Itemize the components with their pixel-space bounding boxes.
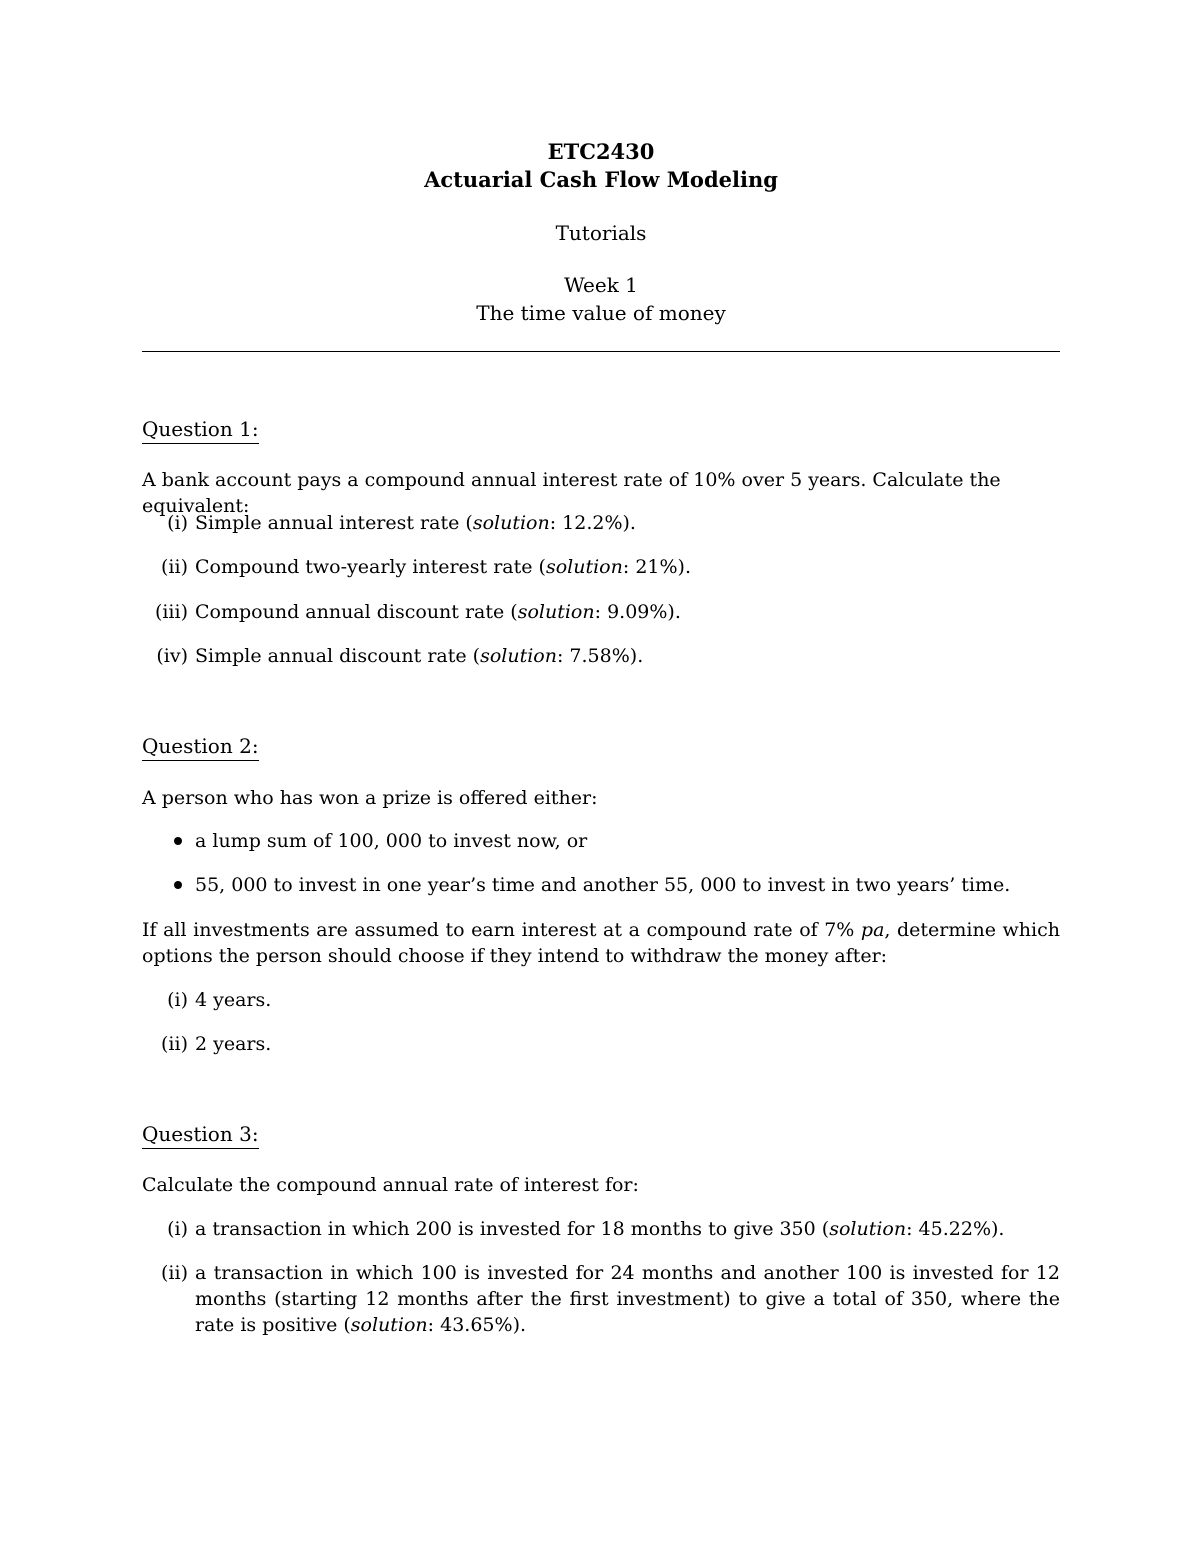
week-label: Week 1 (564, 273, 638, 297)
item-text: Simple annual discount rate (195, 645, 467, 667)
item-label: (ii) (161, 1033, 188, 1055)
solution-value: 45.22% (918, 1218, 991, 1240)
solution-word: solution (480, 645, 557, 667)
question-3-title: Question 3: (142, 1121, 259, 1149)
solution-word: solution (829, 1218, 907, 1240)
bullet-icon (174, 837, 182, 845)
question-2-title: Question 2: (142, 733, 259, 761)
item-label: (ii) (161, 556, 188, 578)
item-text: Compound annual discount rate (195, 601, 505, 623)
item-text: 2 years. (195, 1033, 272, 1055)
solution-value: 21% (635, 556, 678, 578)
item-label: (i) (167, 1218, 188, 1240)
question-3-intro: Calculate the compound annual rate of interest for: (142, 1174, 639, 1196)
question-2-paragraph: If all investments are assumed to earn interest at a compound rate of 7% pa, determine which options the person should choose if they intend to withdraw the money after: (142, 919, 1060, 967)
question-1-intro: A bank account pays a compound annual interest rate of 10% over 5 years. Calculate the equivalent: (142, 469, 1001, 517)
question-1-title: Question 1: (142, 416, 259, 444)
item-text: a transaction in which 200 is invested for 18 months to give 350 (195, 1218, 816, 1240)
item-label: (i) (167, 512, 188, 534)
item-text: Compound two-yearly interest rate (195, 556, 533, 578)
document-subtitle: Tutorials (555, 221, 647, 245)
document-header (142, 138, 1060, 327)
item-label: (iv) (156, 645, 188, 667)
item-text: 4 years. (195, 989, 272, 1011)
solution-word: solution (517, 601, 595, 623)
option-text: 55, 000 to invest in one year’s time and another 55, 000 to invest in two years’ time. (195, 874, 1011, 896)
solution-value: 43.65% (440, 1314, 513, 1336)
item-label: (ii) (161, 1262, 188, 1284)
week-topic: The time value of money (476, 301, 726, 325)
solution-word: solution (350, 1314, 428, 1336)
solution-value: 7.58% (569, 645, 630, 667)
solution-value: 9.09% (607, 601, 668, 623)
item-label: (iii) (154, 601, 188, 623)
item-text: a transaction in which 100 is invested for 24 months and another 100 is invested for 12 months (starting 12 months after the first investment) to give a total of 350, where the rate is positive (195, 1262, 1060, 1336)
item-text: Simple annual interest rate (195, 512, 460, 534)
item-label: (i) (167, 989, 188, 1011)
course-title: Actuarial Cash Flow Modeling (424, 167, 778, 192)
solution-word: solution (472, 512, 550, 534)
option-text: a lump sum of 100, 000 to invest now, or (195, 830, 588, 852)
bullet-icon (174, 881, 182, 889)
solution-word: solution (545, 556, 623, 578)
solution-value: 12.2% (562, 512, 623, 534)
pa-abbreviation: pa (860, 919, 885, 941)
question-2-intro: A person who has won a prize is offered either: (142, 787, 598, 809)
header-divider (142, 351, 1060, 352)
course-code: ETC2430 (547, 139, 655, 164)
